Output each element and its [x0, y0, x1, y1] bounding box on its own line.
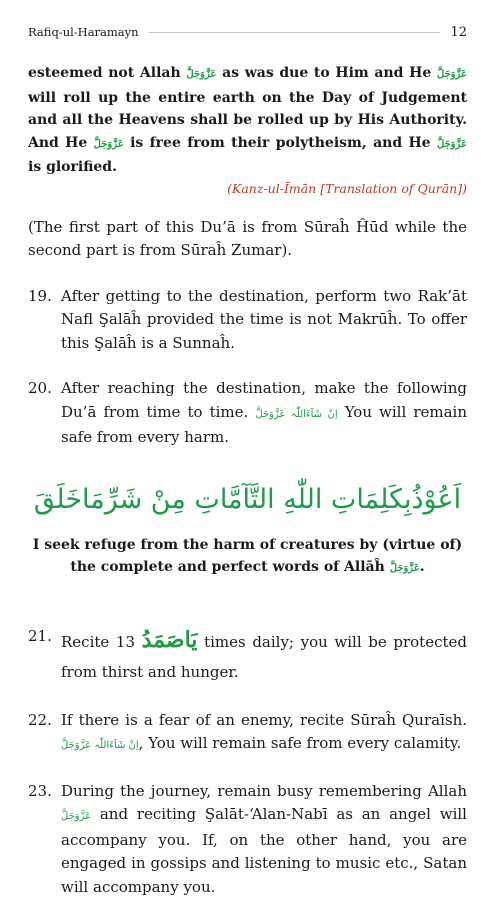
- insha-allah: اِنْ شَآءَاللّٰہ عَزَّوَجَلَّ: [255, 409, 337, 420]
- honorific: عَزَّوَجَلَّ: [94, 139, 124, 150]
- item-number: 21.: [28, 625, 61, 687]
- verse-text: as was due to Him and He: [222, 65, 431, 81]
- page-header: [28, 22, 467, 42]
- list-item-20: [28, 377, 467, 450]
- item-text: During the journey, remain busy remembering Allah عَزَّوَجَلَّ and reciting Şalāt-‘Alan-Nabī as an angel will accompany you. If, on the other hand, you are engaged in gossips and listening to music etc., Satan will accompany you.: [61, 780, 467, 899]
- honorific: عَزَّوَجَلَّ: [390, 563, 420, 574]
- verse-text: will roll up the entire earth on the Day of Judgement and all the Heavens shall be rolled up by His Authority. And He: [28, 90, 467, 151]
- dua-arabic: اَعُوْذُبِكَلِمَاتِ اللّٰهِ التَّآمَّاتِ مِنْ شَرِّمَاخَلَقَ: [28, 480, 467, 520]
- verse-text: esteemed not Allah: [28, 65, 181, 81]
- verse-text: is glorified.: [28, 159, 117, 175]
- item-text: After reaching the destination, make the following Du’ā from time to time. اِنْ شَآءَاللّٰہ عَزَّوَجَلَّ You will remain safe from every harm.: [61, 377, 467, 450]
- page-number: 12: [450, 25, 467, 40]
- item-number: 22.: [28, 709, 61, 758]
- insha-allah: اِنْ شَآءَاللّٰہ عَزَّوَجَلَّ: [61, 740, 139, 751]
- honorific: عَزَّوَجَلَّ: [186, 69, 216, 80]
- list-item-22: [28, 709, 467, 758]
- list-item-21: [28, 625, 467, 687]
- verse-source: (Kanz-ul-Īmān [Translation of Qurān]): [28, 181, 467, 196]
- book-title: Rafiq-ul-Haramayn: [28, 25, 139, 39]
- ya-samad-arabic: يَاصَمَدُ: [142, 627, 198, 653]
- honorific: عَزَّوَجَلَّ: [437, 69, 467, 80]
- dua-translation: I seek refuge from the harm of creatures by (virtue of) the complete and perfect words of Allāĥ عَزَّوَجَلَّ.: [28, 534, 467, 581]
- item-text: Recite يَاصَمَدُ 13 times daily; you will be protected from thirst and hunger.: [61, 625, 467, 687]
- verse-translation: [28, 62, 467, 179]
- honorific: عَزَّوَجَلَّ: [61, 811, 91, 822]
- item-number: 20.: [28, 377, 61, 450]
- item-text: After getting to the destination, perform two Rak’āt Nafl Şalāĥ provided the time is not Makrūĥ. To offer this Şalāĥ is a Sunnaĥ.: [61, 285, 467, 356]
- note-paragraph: (The first part of this Du’ā is from Sūraĥ Ĥūd while the second part is from Sūraĥ Zumar).: [28, 216, 467, 263]
- header-rule: [149, 32, 441, 33]
- verse-text: is free from their polytheism, and He: [130, 135, 430, 151]
- list-item-23: [28, 780, 467, 899]
- item-text: If there is a fear of an enemy, recite Sūraĥ Quraīsh. اِنْ شَآءَاللّٰہ عَزَّوَجَلَّ, You will remain safe from every calamity.: [61, 709, 467, 758]
- list-item-19: [28, 285, 467, 356]
- page-content: [28, 62, 467, 899]
- item-number: 23.: [28, 780, 61, 899]
- item-number: 19.: [28, 285, 61, 356]
- honorific: عَزَّوَجَلَّ: [437, 139, 467, 150]
